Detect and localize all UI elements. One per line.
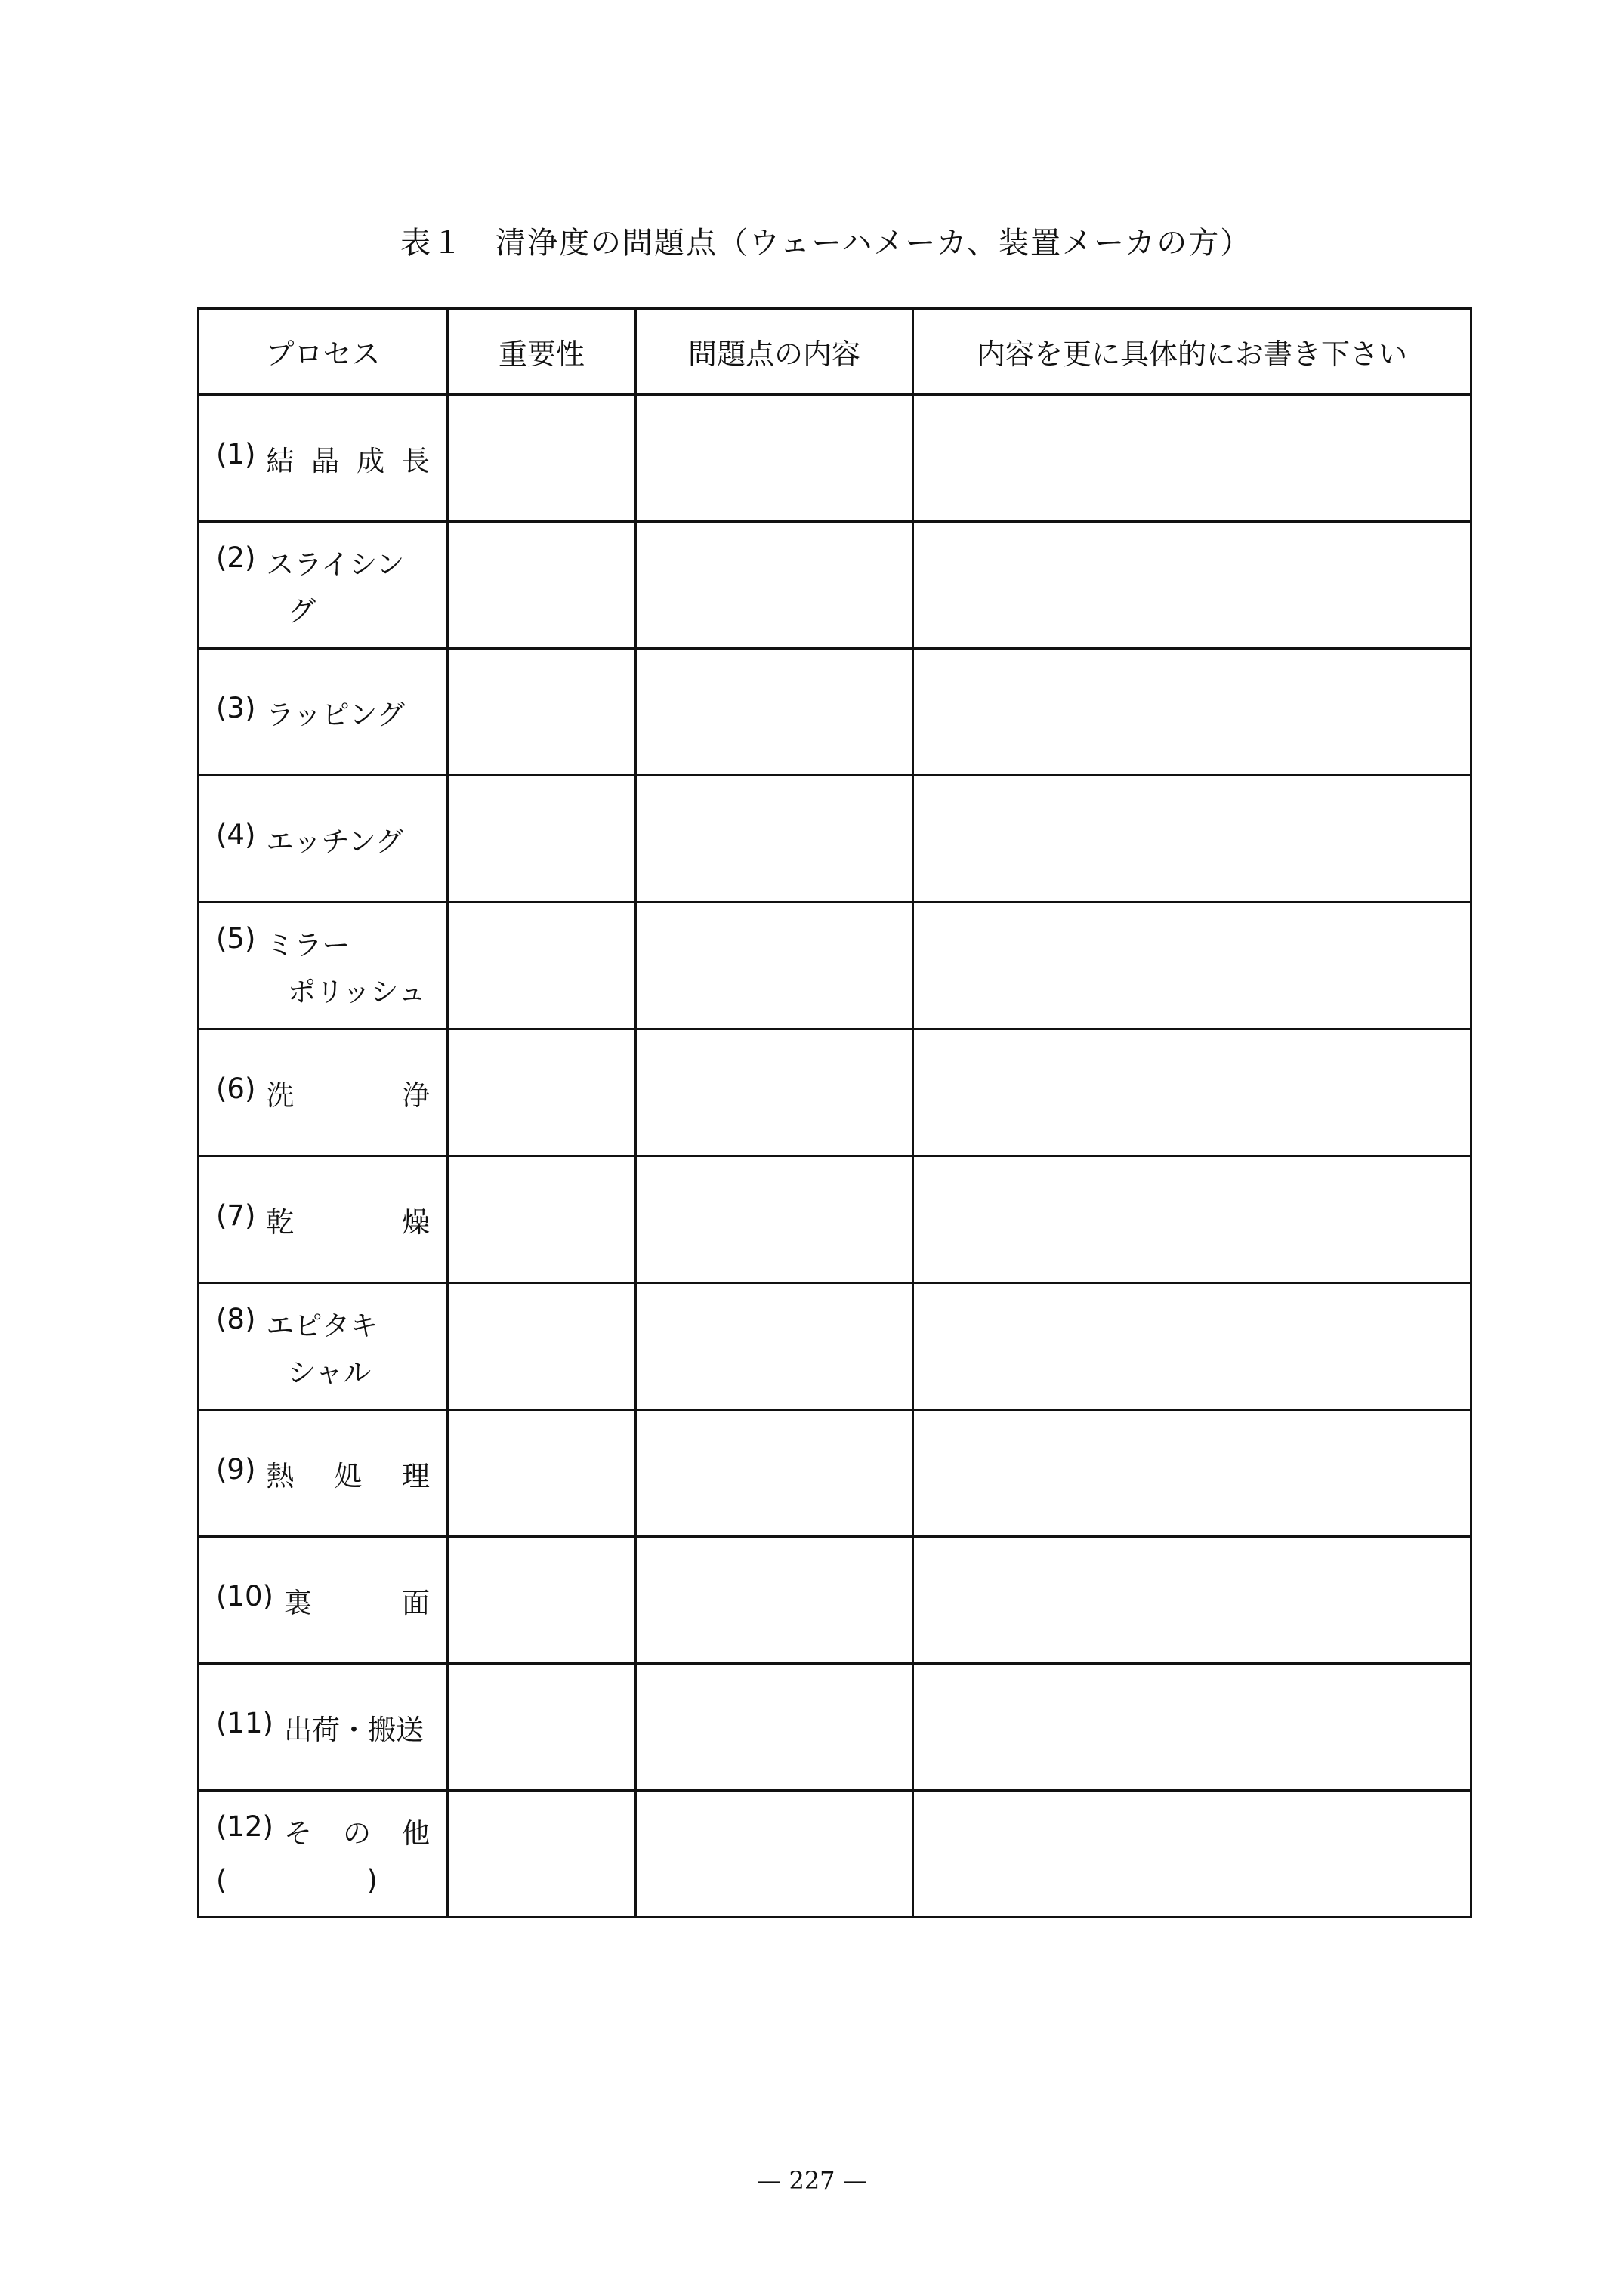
table-row	[199, 1410, 1471, 1537]
process-label-line2: ポリッシュ	[288, 975, 426, 1008]
importance-cell[interactable]	[448, 1156, 636, 1283]
details-cell[interactable]	[913, 1410, 1471, 1537]
table-row	[199, 1791, 1471, 1918]
problem-cell[interactable]	[636, 776, 913, 903]
importance-cell[interactable]	[448, 522, 636, 649]
table-row	[199, 903, 1471, 1029]
process-label: ラッピング	[266, 698, 405, 731]
process-label: 面	[402, 1586, 430, 1619]
problem-cell[interactable]	[636, 395, 913, 522]
process-label: 浄	[402, 1079, 430, 1112]
problem-cell[interactable]	[636, 522, 913, 649]
table-title: 表１ 清浄度の問題点（ウェーハメーカ、装置メーカの方）	[400, 226, 1252, 261]
process-label: 晶	[311, 444, 340, 477]
process-cell	[199, 649, 448, 776]
problem-cell[interactable]	[636, 1537, 913, 1664]
header-details: 内容を更に具体的にお書き下さい	[913, 309, 1471, 395]
process-number: (2)	[216, 541, 256, 574]
process-label: 結	[266, 444, 295, 477]
importance-cell[interactable]	[448, 1537, 636, 1664]
details-cell[interactable]	[913, 1537, 1471, 1664]
table-row	[199, 1537, 1471, 1664]
cleanliness-issues-table	[197, 307, 1472, 1918]
process-cell	[199, 776, 448, 903]
problem-cell[interactable]	[636, 903, 913, 1029]
process-cell	[199, 1791, 448, 1918]
process-label: 成	[357, 444, 385, 477]
process-label: 熱	[266, 1459, 295, 1492]
table-row	[199, 522, 1471, 649]
header-row	[199, 309, 1471, 395]
process-label: 長	[402, 444, 430, 477]
process-number: (9)	[216, 1452, 256, 1486]
process-cell	[199, 903, 448, 1029]
process-label-line2: グ	[288, 594, 316, 628]
importance-cell[interactable]	[448, 903, 636, 1029]
process-label: エピタキ	[266, 1309, 378, 1342]
problem-cell[interactable]	[636, 1664, 913, 1791]
process-label: そ	[283, 1816, 312, 1850]
process-number: (8)	[216, 1302, 256, 1335]
importance-cell[interactable]	[448, 1029, 636, 1156]
process-label: 出荷・搬送	[283, 1713, 424, 1746]
process-number: (3)	[216, 691, 256, 724]
process-label: 他	[401, 1816, 430, 1850]
table-row	[199, 1664, 1471, 1791]
details-cell[interactable]	[913, 1283, 1471, 1410]
header-process: プロセス	[199, 309, 448, 395]
process-cell	[199, 1156, 448, 1283]
process-number: (4)	[216, 818, 256, 851]
details-cell[interactable]	[913, 1664, 1471, 1791]
process-label-line2: ( )	[216, 1863, 378, 1896]
process-cell	[199, 522, 448, 649]
process-label: スライシン	[266, 548, 405, 581]
problem-cell[interactable]	[636, 1283, 913, 1410]
process-label: 乾	[266, 1205, 295, 1239]
details-cell[interactable]	[913, 776, 1471, 903]
process-label: の	[342, 1816, 371, 1850]
problem-cell[interactable]	[636, 1156, 913, 1283]
process-number: (7)	[216, 1199, 256, 1232]
details-cell[interactable]	[913, 1156, 1471, 1283]
problem-cell[interactable]	[636, 1029, 913, 1156]
process-number: (12)	[216, 1810, 273, 1843]
problem-cell[interactable]	[636, 649, 913, 776]
details-cell[interactable]	[913, 1791, 1471, 1918]
table-row	[199, 649, 1471, 776]
process-cell	[199, 1029, 448, 1156]
importance-cell[interactable]	[448, 1410, 636, 1537]
problem-cell[interactable]	[636, 1791, 913, 1918]
importance-cell[interactable]	[448, 776, 636, 903]
details-cell[interactable]	[913, 522, 1471, 649]
problem-cell[interactable]	[636, 1410, 913, 1537]
process-label: 裏	[283, 1586, 312, 1619]
process-number: (10)	[216, 1579, 273, 1613]
table-row	[199, 776, 1471, 903]
details-cell[interactable]	[913, 903, 1471, 1029]
importance-cell[interactable]	[448, 1791, 636, 1918]
table-row	[199, 1029, 1471, 1156]
process-label: 理	[401, 1459, 430, 1492]
details-cell[interactable]	[913, 649, 1471, 776]
process-cell	[199, 395, 448, 522]
importance-cell[interactable]	[448, 1283, 636, 1410]
process-label: ミラー	[266, 928, 350, 961]
importance-cell[interactable]	[448, 649, 636, 776]
process-cell	[199, 1664, 448, 1791]
process-label: エッチング	[266, 825, 404, 858]
process-number: (1)	[216, 437, 256, 471]
table-row	[199, 1156, 1471, 1283]
process-number: (6)	[216, 1072, 256, 1105]
header-problem: 問題点の内容	[636, 309, 913, 395]
process-number: (11)	[216, 1706, 273, 1739]
table-row	[199, 395, 1471, 522]
details-cell[interactable]	[913, 395, 1471, 522]
importance-cell[interactable]	[448, 1664, 636, 1791]
details-cell[interactable]	[913, 1029, 1471, 1156]
process-label-line2: シャル	[288, 1356, 372, 1389]
process-cell	[199, 1410, 448, 1537]
process-cell	[199, 1537, 448, 1664]
process-number: (5)	[216, 921, 256, 955]
process-cell	[199, 1283, 448, 1410]
process-label: 燥	[402, 1205, 430, 1239]
process-label: 洗	[266, 1079, 295, 1112]
process-label: 処	[334, 1459, 363, 1492]
page-number: — 227 —	[757, 2166, 867, 2195]
table-row	[199, 1283, 1471, 1410]
importance-cell[interactable]	[448, 395, 636, 522]
header-importance: 重要性	[448, 309, 636, 395]
